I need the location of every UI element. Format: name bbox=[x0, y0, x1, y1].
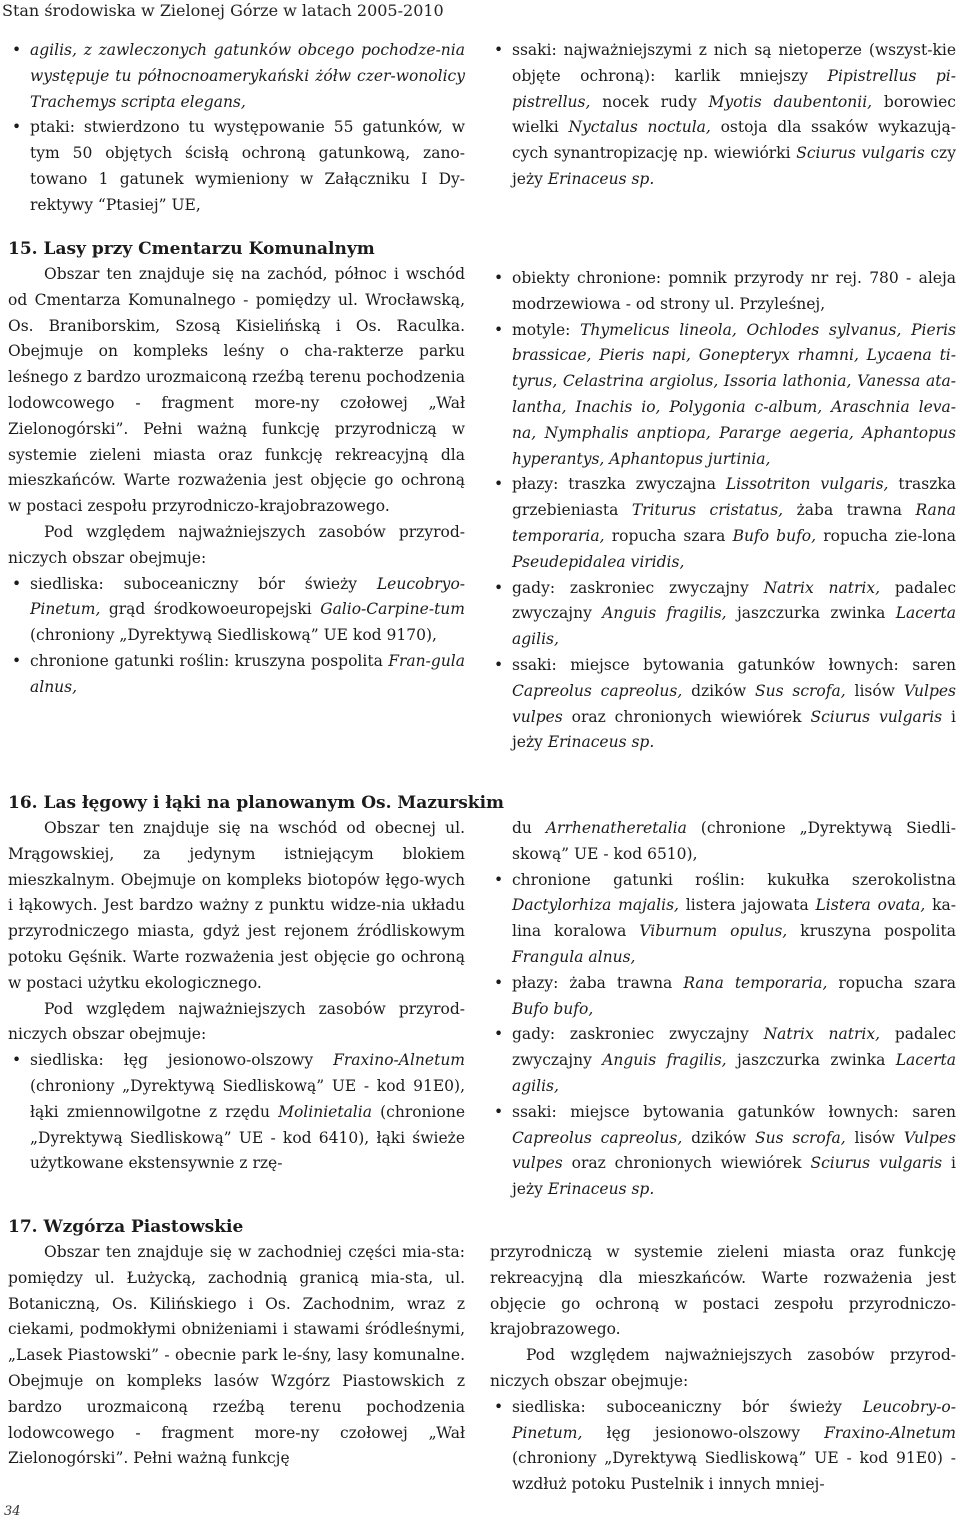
list-text: listera jajowata bbox=[685, 896, 809, 915]
list-text: (chroniony „Dyrektywą Siedliskową” UE kod 9170), bbox=[30, 626, 437, 645]
list-text: oraz chronionych wiewiórek bbox=[571, 1154, 802, 1173]
list-text: padalec zwyczajny bbox=[512, 1025, 956, 1070]
list-text: jaszczurka zwinka bbox=[736, 604, 886, 623]
species-name: Natrix natrix, bbox=[763, 578, 881, 597]
list-item bbox=[490, 472, 956, 575]
list-item bbox=[490, 1022, 956, 1099]
list-item bbox=[490, 971, 956, 1023]
list-text: ka-lina koralowa bbox=[512, 896, 956, 941]
list-text: chronione gatunki roślin: kukułka szerokolistna bbox=[512, 870, 956, 889]
list-item bbox=[490, 266, 956, 318]
species-name: Frangula alnus, bbox=[512, 947, 636, 966]
species-name: Leucobryo-Pinetum, bbox=[30, 574, 466, 619]
page-number: 34 bbox=[4, 1504, 21, 1519]
list-text: nocek rudy bbox=[602, 92, 697, 111]
section16-paragraph: Pod względem najważniejszych zasobów przyrod-niczych obszar obejmuje: bbox=[8, 999, 465, 1044]
species-name: Natrix natrix, bbox=[763, 1025, 881, 1044]
list-item bbox=[490, 318, 956, 473]
list-text: dzików bbox=[691, 1128, 747, 1147]
species-name: Bufo bufo, bbox=[732, 526, 817, 545]
section15-paragraph: Pod względem najważniejszych zasobów przyrod-niczych obszar obejmuje: bbox=[8, 522, 465, 567]
list-text: traszka grzebieniasta bbox=[512, 475, 956, 520]
species-name: Molinietalia bbox=[278, 1102, 372, 1121]
list-item bbox=[490, 576, 956, 653]
list-item bbox=[8, 115, 465, 218]
species-name: Lacerta agilis, bbox=[512, 604, 956, 649]
list-text: (chroniony „Dyrektywą Siedliskową” UE - kod 91E0) - wzdłuż potoku Pustelnik i innych mniej- bbox=[512, 1449, 956, 1494]
species-name: Lissotriton vulgaris, bbox=[725, 475, 889, 494]
list-text: ropucha szara bbox=[611, 526, 726, 545]
species-name: Viburnum opulus, bbox=[639, 922, 788, 941]
species-name: Dactylorhiza majalis, bbox=[512, 896, 679, 915]
species-name: Rana temporaria, bbox=[683, 973, 828, 992]
species-name: Capreolus capreolus, bbox=[512, 681, 683, 700]
section17-heading: 17. Wzgórza Piastowskie bbox=[8, 1217, 244, 1237]
species-name: Erinaceus sp. bbox=[547, 169, 655, 188]
list-text: ssaki: najważniejszymi z nich są nietoperze (wszyst-kie objęte ochroną): karlik mniejszy bbox=[512, 41, 956, 85]
list-text: borowiec wielki bbox=[512, 92, 956, 137]
species-name: Rana temporaria, bbox=[512, 501, 957, 545]
species-name: Anguis fragilis, bbox=[602, 1051, 727, 1070]
section15-left bbox=[8, 236, 465, 701]
section15-paragraph: Obszar ten znajduje się na zachód, północ i wschód od Cmentarza Komunalnego - pomiędzy ul. Wrocławską, Os. Braniborskim, Szosą Kisielińską i Os. Raculka. Obejmuje on kompleks leśny o cha-rakterze parku leśnego z bardzo urozmaiconą rzeźbą terenu pochodzenia lodowcowego - fragment more-ny czołowej „Wał Zielonogórski”. Pełni ważną funkcję przyrodniczą w systemie zieleni miasta oraz funkcję rekreacyjną dla mieszkańców. Warte rozważenia jest objęcie go ochroną w postaci zespołu przyrodniczo-krajobrazowego. bbox=[8, 265, 465, 516]
list-text: siedliska: suboceaniczny bór świeży bbox=[30, 574, 358, 593]
list-text: siedliska: łęg jesionowo-olszowy bbox=[30, 1051, 314, 1070]
species-name: Thymelicus lineola, Ochlodes sylvanus, Pieris brassicae, Pieris napi, Gonepteryx rhamni, Lycaena ti-tyrus, Celastrina argiolus, Issoria lathonia, Vanessa ata-lantha, Inachis io, Polygonia c-album, Araschnia leva-na, Nymphalis anptiopa, Pararge aegeria, Aphantopus hyperantys, Aphantopus jurtinia, bbox=[512, 320, 956, 468]
section17-left bbox=[8, 1214, 465, 1472]
list-text: oraz chronionych wiewiórek bbox=[571, 707, 802, 726]
section14-right bbox=[490, 38, 956, 193]
list-text: ropucha szara bbox=[838, 973, 956, 992]
list-text: gady: zaskroniec zwyczajny bbox=[512, 1025, 749, 1044]
species-name: Sus scrofa, bbox=[754, 1128, 846, 1147]
species-name: Erinaceus sp. bbox=[547, 1180, 655, 1199]
list-item bbox=[8, 572, 465, 649]
list-text: łęg jesionowo-olszowy bbox=[606, 1423, 800, 1442]
list-text: dzików bbox=[691, 681, 747, 700]
list-text: (chronione „Dyrektywą Siedli-skową” UE - kod 6510), bbox=[512, 819, 956, 863]
section15-heading: 15. Lasy przy Cmentarzu Komunalnym bbox=[8, 239, 375, 259]
species-name: Capreolus capreolus, bbox=[512, 1128, 683, 1147]
list-text: grąd środkowoeuropejski bbox=[108, 600, 312, 619]
section14-left bbox=[8, 38, 465, 219]
species-name: Listera ovata, bbox=[815, 896, 926, 915]
list-text: ssaki: miejsce bytowania gatunków łownych: saren bbox=[512, 655, 956, 674]
species-text: agilis, z zawleczonych gatunków obcego pochodze-nia występuje tu północnoamerykański żółw czer-wonolicy bbox=[30, 41, 465, 85]
list-text: chronione gatunki roślin: kruszyna pospolita bbox=[30, 651, 383, 670]
species-name: Sciurus vulgaris bbox=[796, 144, 925, 163]
list-text: motyle: bbox=[512, 320, 571, 339]
species-name: Pipistrellus pi-pistrellus, bbox=[512, 66, 956, 111]
section17-right bbox=[490, 1240, 956, 1498]
list-text: (chroniony „Dyrektywą Siedliskową” UE - kod 91E0), łąki zmiennowilgotne z rzędu bbox=[30, 1076, 465, 1121]
species-name: Galio-Carpine-tum bbox=[320, 600, 465, 619]
species-name: Leucobry-o-Pinetum, bbox=[512, 1397, 956, 1442]
species-name: Triturus cristatus, bbox=[631, 501, 784, 520]
list-text: płazy: traszka zwyczajna bbox=[512, 475, 716, 494]
list-text: siedliska: suboceaniczny bór świeży bbox=[512, 1397, 842, 1416]
species-name: Sus scrofa, bbox=[754, 681, 846, 700]
species-name: Fran-gula alnus, bbox=[30, 651, 465, 696]
list-text: i jeży bbox=[512, 707, 956, 752]
section17-paragraph: Pod względem najważniejszych zasobów przyrod-niczych obszar obejmuje: bbox=[490, 1346, 956, 1390]
list-text: żaba trawna bbox=[796, 501, 903, 520]
list-text: ostoja dla ssaków wykazują-cych synantropizację np. wiewiórki bbox=[512, 118, 956, 163]
species-name: Vulpes vulpes bbox=[512, 681, 957, 726]
list-text: (chronione „Dyrektywą Siedliskową” UE - kod 6410), łąki świeże użytkowane ekstensywnie z rzę- bbox=[30, 1102, 465, 1173]
list-text: jaszczurka zwinka bbox=[736, 1051, 886, 1070]
species-name: Lacerta agilis, bbox=[512, 1051, 956, 1095]
list-text: i jeży bbox=[512, 1154, 956, 1199]
species-name: Fraxino-Alnetum bbox=[824, 1423, 956, 1442]
list-item bbox=[8, 38, 465, 115]
species-name: Fraxino-Alnetum bbox=[333, 1051, 465, 1070]
list-text: padalec zwyczajny bbox=[512, 578, 956, 623]
section16-right bbox=[490, 816, 956, 1203]
list-item bbox=[8, 1048, 465, 1177]
species-name: Sciurus vulgaris bbox=[810, 1154, 943, 1173]
running-head: Stan środowiska w Zielonej Górze w latach 2005-2010 bbox=[2, 1, 444, 20]
list-text: lisów bbox=[854, 681, 895, 700]
section16-left bbox=[8, 816, 465, 1177]
species-name: Sciurus vulgaris bbox=[810, 707, 943, 726]
species-name: Trachemys scripta elegans, bbox=[30, 92, 246, 111]
list-item bbox=[490, 38, 956, 193]
section16-paragraph: Obszar ten znajduje się na wschód od obecnej ul. Mrągowskiej, za jedynym istniejącym blokiem mieszkalnym. Obejmuje on kompleks biotopów łęgo-wych i łąkowych. Jest bardzo ważny z punktu widze-nia układu przyrodniczego miasta, gdyż jest rejonem źródliskowym potoku Gęśnik. Warte rozważenia jest objęcie go ochroną w postaci użytku ekologicznego. bbox=[8, 819, 465, 992]
species-name: Pseudepidalea viridis, bbox=[512, 552, 685, 571]
list-text: czy jeży bbox=[512, 144, 956, 188]
continuation-text bbox=[490, 816, 956, 868]
species-name: Anguis fragilis, bbox=[602, 604, 727, 623]
section17-paragraph: Obszar ten znajduje się w zachodniej części mia-sta: pomiędzy ul. Łużycką, zachodnią granicą mia-sta, ul. Botaniczną, Os. Kilińskiego i Os. Zachodnim, wraz z ciekami, podmokłymi obniżeniami i stawami śródleśnymi, „Lasek Piastowski” - obecnie park le-śny, lasy komunalne. Obejmuje on kompleks lasów Wzgórz Piastowskich z bardzo urozmaiconą rzeźbą terenu pochodzenia lodowcowego - fragment more-ny czołowej „Wał Zielonogórski”. Pełni ważną funkcję bbox=[8, 1243, 465, 1468]
list-text: płazy: żaba trawna bbox=[512, 973, 673, 992]
list-item bbox=[490, 653, 956, 756]
section16-heading-block bbox=[8, 790, 948, 816]
list-item bbox=[8, 649, 465, 701]
list-text: lisów bbox=[854, 1128, 895, 1147]
species-name: Erinaceus sp. bbox=[547, 733, 655, 752]
section15-right bbox=[490, 266, 956, 756]
list-item bbox=[490, 1395, 956, 1498]
list-text: du bbox=[512, 819, 532, 837]
section17-paragraph: przyrodniczą w systemie zieleni miasta oraz funkcję rekreacyjną dla mieszkańców. Warte rozważenia jest objęcie go ochroną w postaci zespołu przyrodniczo-krajobrazowego. bbox=[490, 1243, 956, 1339]
species-name: Nyctalus noctula, bbox=[568, 118, 711, 137]
list-text: kruszyna pospolita bbox=[800, 922, 956, 941]
list-text: obiekty chronione: pomnik przyrody nr rej. 780 - aleja modrzewiowa - od strony ul. Przyleśnej, bbox=[512, 269, 956, 313]
species-name: Bufo bufo, bbox=[512, 999, 594, 1018]
list-text: gady: zaskroniec zwyczajny bbox=[512, 578, 749, 597]
list-text: ropucha zie-lona bbox=[823, 526, 956, 545]
list-item bbox=[490, 868, 956, 971]
list-text: ptaki: stwierdzono tu występowanie 55 gatunków, w tym 50 objętych ścisłą ochroną gatunkową, zano-towano 1 gatunek wymieniony w Załączniku I Dy-rektywy “Ptasiej” UE, bbox=[30, 118, 465, 214]
species-name: Myotis daubentonii, bbox=[708, 92, 873, 111]
list-item bbox=[490, 1100, 956, 1203]
species-name: Arrhenatheretalia bbox=[545, 819, 687, 837]
species-name: Vulpes vulpes bbox=[512, 1128, 957, 1173]
list-text: ssaki: miejsce bytowania gatunków łownych: saren bbox=[512, 1102, 956, 1121]
section16-heading: 16. Las łęgowy i łąki na planowanym Os. Mazurskim bbox=[8, 793, 505, 813]
